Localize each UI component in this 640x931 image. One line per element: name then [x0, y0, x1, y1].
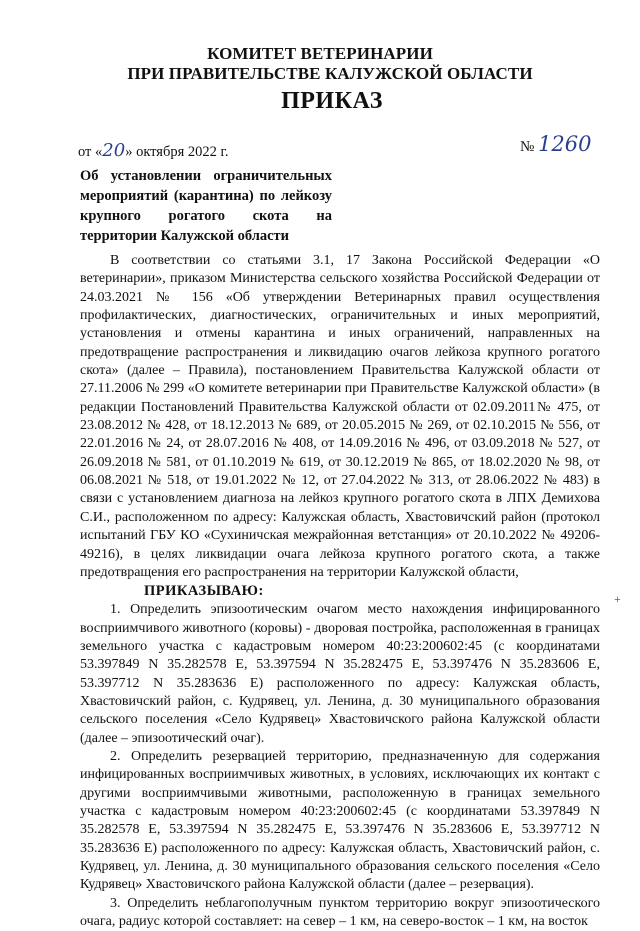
date-day-handwritten: 20: [102, 140, 126, 161]
document-date: [78, 140, 228, 161]
order-item-3: 3. Определить неблагополучным пунктом территорию вокруг эпизоотического очага, радиус которой составляет: на север – 1 км, на северо-восток – 1 км, на восток: [80, 895, 600, 930]
organization-name-line1: КОМИТЕТ ВЕТЕРИНАРИИ: [207, 44, 433, 63]
date-prefix: от «: [78, 144, 103, 160]
document-body: [80, 252, 600, 931]
organization-name-line2: ПРИ ПРАВИТЕЛЬСТВЕ КАЛУЖСКОЙ ОБЛАСТИ: [127, 64, 533, 83]
margin-pen-mark: +: [614, 592, 621, 606]
document-number: [520, 132, 592, 156]
date-suffix: » октября 2022 г.: [125, 144, 229, 160]
document-subject: Об установлении ограничительных мероприятий (карантина) по лейкозу крупного рогатого скота на территории Калужской области: [80, 168, 332, 244]
order-item-1: 1. Определить эпизоотическим очагом место нахождения инфицированного восприимчивого животного (коровы) - дворовая постройка, расположенная в границах земельного участка с кадастровым номером 40:23:200602:45 (с координатами 53.397849 N 35.282578 E, 53.397594 N 35.282475 E, 53.397476 N 35.283606 E, 53.397712 N 35.283636 E) расположенного по адресу: Калужская область, Хвастовичский район, с. Кудрявец, ул. Ленина, д. 30 муниципального образования сельского поселения «Село Кудрявец» Хвастовичского района Калужской области (далее – эпизоотический очаг).: [80, 602, 600, 746]
document-type-title: ПРИКАЗ: [281, 88, 383, 114]
number-value-handwritten: 1260: [538, 132, 592, 156]
number-sign: №: [520, 139, 535, 155]
preamble-paragraph: В соответствии со статьями 3.1, 17 Закона Российской Федерации «О ветеринарии», приказом Министерства сельского хозяйства Российской Федерации от 24.03.2021 № 156 «Об утверждении Ветеринарных правил осуществления профилактических, диагностических, ограничительных и иных мероприятий, установления и отмены карантина и иных ограничений, направленных на предотвращение распространения и ликвидацию очагов лейкоза крупного рогатого скота» (далее – Правила), постановлением Правительства Калужской области от 27.11.2006 № 299 «О комитете ветеринарии при Правительстве Калужской области» (в редакции Постановлений Правительства Калужской области от 02.09.2011№ 475, от 23.08.2012 № 428, от 18.12.2013 № 689, от 20.05.2015 № 269, от 02.10.2015 № 556, от 22.01.2016 № 24, от 28.07.2016 № 408, от 14.09.2016 № 496, от 03.09.2018 № 527, от 26.09.2018 № 581, от 01.10.2019 № 619, от 30.12.2019 № 865, от 18.02.2020 № 98, от 06.08.2021 № 518, от 19.01.2022 № 12, от 27.04.2022 № 313, от 28.06.2022 № 483) в связи с установлением диагноза на лейкоз крупного рогатого скота в ЛПХ Демихова С.И., расположенном по адресу: Калужская область, Хвастовичский район (протокол испытаний ГБУ КО «Сухиничская межрайонная ветстанция» от 20.10.2022 № 49206-49216), в целях ликвидации очага лейкоза крупного рогатого скота, а также предотвращения его распространения на территории Калужской области,: [80, 253, 600, 580]
letterhead: [0, 44, 640, 84]
order-heading: ПРИКАЗЫВАЮ:: [144, 583, 264, 600]
order-item-2: 2. Определить резервацией территорию, предназначенную для содержания инфицированных восприимчивых животных, в условиях, исключающих их контакт с другими восприимчивыми животными, расположенную в границах земельного участка с кадастровым номером 40:23:200602:45 (с координатами 53.397849 N 35.282578 E, 53.397594 N 35.282475 E, 53.397476 N 35.283606 E, 53.397712 N 35.283636 E) расположенного по адресу: Калужская область, Хвастовичский район, с. Кудрявец, ул. Ленина, д. 30 муниципального образования сельского поселения «Село Кудрявец» Хвастовичского района Калужской области (далее – резервация).: [80, 748, 600, 893]
